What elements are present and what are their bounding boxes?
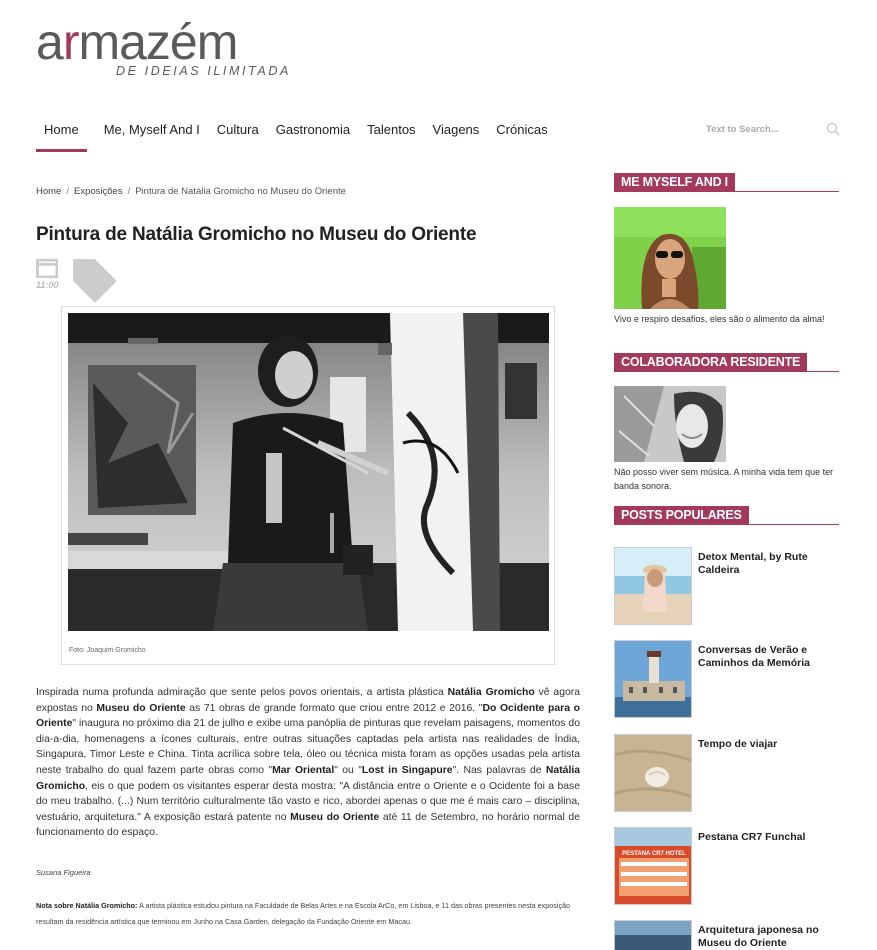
popular-post[interactable]	[614, 640, 839, 718]
popular-post-title[interactable]: Arquitetura japonesa no Museu do Oriente	[698, 924, 819, 949]
widget-heading-me-myself: ME MYSELF AND I	[614, 173, 839, 192]
museum-image	[615, 921, 692, 950]
post-time	[36, 256, 58, 318]
popular-post[interactable]	[614, 920, 839, 950]
popular-post-thumb[interactable]	[614, 920, 692, 950]
note-label: Nota sobre Natália Gromicho:	[36, 901, 138, 910]
calendar-icon	[36, 256, 58, 278]
popular-post-title[interactable]: Detox Mental, by Rute Caldeira	[698, 551, 808, 576]
widget-heading-populares: POSTS POPULARES	[614, 506, 839, 525]
shell-sand-image	[615, 735, 692, 812]
search-icon[interactable]	[826, 122, 840, 136]
beach-image	[615, 548, 692, 625]
colaboradora-text: Não posso viver sem música. A minha vida tem que ter banda sonora.	[614, 467, 834, 491]
post-figure	[61, 306, 555, 665]
post-body: Inspirada numa profunda admiração que sente pelos povos orientais, a artista plástica Natália Gromicho vê agora expostas no Museu do Oriente as 71 obras de grande formato que criou entre 2012 e 2016. "Do Ocidente para o Oriente" inaugura no próximo dia 21 de julho e exibe uma panóplia de pinturas que revelam paisagens, momentos do dia-a-dia, homenagens a ícones culturais, entre outras situações captadas pela artista nas realidades de Índia, Singapura, Timor Leste e China. Tinta acrílica sobre tela, óleo ou técnica mista foram as opções usadas pela artista neste trabalho do qual fazem parte obras como "Mar Oriental" ou "Lost in Singapure". Nas palavras de Natália Gromicho, eis o que podem os visitantes esperar desta mostra: "A distância entre o Oriente e o Ocidente foi a base do meu trabalho. (...) Num território culturalmente tão vasto e rico, abordei apenas o que me é mais caro – disciplina, vestuário, arquitetura." A exposição estará patente no Museu do Oriente até 11 de Setembro, no horário normal de funcionamento do espaço.	[36, 687, 580, 839]
search-box	[706, 120, 840, 138]
tag-icon	[70, 256, 120, 306]
popular-post-thumb[interactable]	[614, 640, 692, 718]
popular-post-thumb[interactable]	[614, 547, 692, 625]
nav-item-cultura[interactable]: Cultura	[216, 122, 259, 137]
post-note	[36, 898, 586, 930]
main-nav	[36, 118, 565, 152]
artist-photo	[68, 313, 549, 631]
nav-item-talentos[interactable]: Talentos	[367, 122, 416, 137]
logo-tagline: DE IDEIAS ILIMITADA	[116, 64, 291, 78]
popular-post-title[interactable]: Pestana CR7 Funchal	[698, 831, 806, 843]
logo-wordmark: armazém	[36, 14, 238, 70]
nav-item-viagens[interactable]: Viagens	[432, 122, 480, 137]
nav-item-me-myself[interactable]: Me, Myself And I	[103, 122, 200, 137]
lighthouse-image	[615, 641, 692, 718]
breadcrumb-current: Pintura de Natália Gromicho no Museu do Oriente	[135, 186, 346, 197]
nav-item-cronicas[interactable]: Crónicas	[496, 122, 548, 137]
popular-post-title[interactable]: Tempo de viajar	[698, 738, 778, 750]
widget-heading-colaboradora: COLABORADORA RESIDENTE	[614, 353, 839, 372]
popular-post-thumb[interactable]	[614, 827, 692, 905]
hotel-image	[615, 828, 692, 905]
breadcrumb-category[interactable]: Exposições	[73, 186, 123, 197]
me-myself-photo[interactable]	[614, 207, 726, 309]
colaboradora-image	[614, 386, 726, 462]
site-logo[interactable]	[36, 14, 316, 84]
nav-item-gastronomia[interactable]: Gastronomia	[275, 122, 351, 137]
search-input[interactable]	[706, 124, 816, 135]
me-myself-text: Vivo e respiro desafios, eles são o alimento da alma!	[614, 314, 825, 324]
photo-caption: Foto: Joaquim Gromicho	[69, 647, 146, 654]
breadcrumb: Home / Exposições / Pintura de Natália Gromicho no Museu do Oriente	[36, 186, 346, 197]
hotel-sign: PESTANA CR7 HOTEL	[622, 851, 686, 857]
breadcrumb-home[interactable]: Home	[36, 186, 62, 197]
popular-post[interactable]	[614, 827, 839, 905]
artist-painting-image	[68, 313, 549, 631]
me-myself-image	[614, 207, 726, 309]
post-time-value: 11:00	[36, 280, 59, 291]
popular-post-title[interactable]: Conversas de Verão e Caminhos da Memória	[698, 644, 811, 669]
note-text: A artista plástica estudou pintura na Faculdade de Belas Artes e na Escola ArCo, em Lisboa, e 11 das obras presentes nesta exposição resultam da residência artística que terminou em Junho na Casa Garden, delegação da Fundação Oriente em Macau.	[36, 901, 571, 926]
post-author: Susana Figueira	[36, 868, 91, 877]
nav-item-home[interactable]: Home	[36, 118, 87, 152]
popular-post[interactable]	[614, 547, 839, 625]
popular-post-thumb[interactable]	[614, 734, 692, 812]
post-title: Pintura de Natália Gromicho no Museu do Oriente	[36, 224, 477, 245]
colaboradora-photo[interactable]	[614, 386, 726, 462]
popular-post[interactable]	[614, 734, 839, 812]
